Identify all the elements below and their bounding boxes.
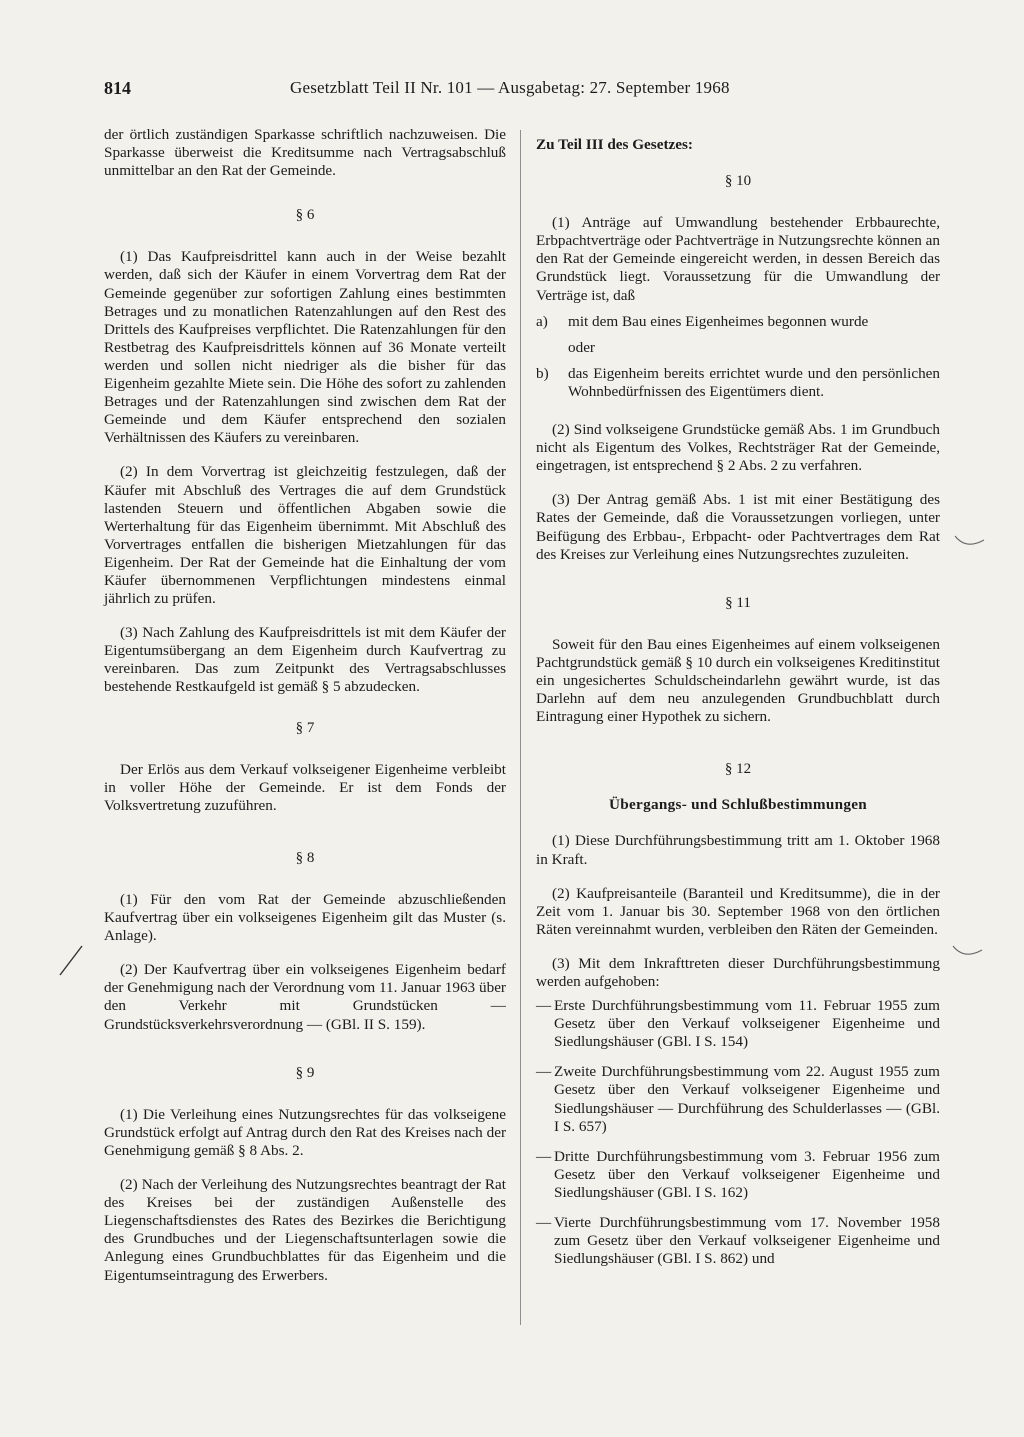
list-item-text: Erste Durchführungsbestimmung vom 11. Februar 1955 zum Gesetz über den Verkauf volkseigener Eigenheime und Siedlungshäuser (GBl. I S. 154) [554,997,940,1051]
section-8-paragraph-2: (2) Der Kaufvertrag über ein volkseigenes Eigenheim bedarf der Genehmigung nach der Verordnung vom 11. Januar 1963 über den Verkehr mit Grundstücken — Grundstücksverkehrsverordnung — (GBl. II S. 159). [104,961,506,1033]
pen-curve-mark [950,940,986,962]
pen-stroke-mark [56,944,86,978]
right-column [536,126,940,1280]
dash-marker: — [536,1063,552,1081]
condition-marker: b) [536,364,549,382]
list-item [536,1214,940,1268]
pen-curve-mark [952,530,988,552]
list-item [536,1148,940,1202]
condition-text: oder [568,338,595,356]
list-item-text: Dritte Durchführungsbestimmung vom 3. Februar 1956 zum Gesetz über den Verkauf volkseigener Eigenheime und Siedlungshäuser (GBl. I S. 162) [554,1147,940,1201]
section-6-paragraph-2: (2) In dem Vorvertrag ist gleichzeitig festzulegen, daß der Käufer mit Abschluß des Vertrages die auf dem Grundstück lastenden Steuern und öffentlichen Abgaben sowie die Werterhaltung für das Eigenheim übernimmt. Mit Abschluß des Vorvertrages entfallen die bisherigen Mietzahlungen für das Eigenheim. Der Rat der Gemeinde hat die Einhaltung der vom Käufer übernommenen Verpflichtungen mindestens einmal jährlich zu prüfen. [104,463,506,608]
section-8-heading: § 8 [295,849,315,866]
intro-paragraph: der örtlich zuständigen Sparkasse schriftlich nachzuweisen. Die Sparkasse überweist die Kreditsumme nach Vertragsabschluß unmittelbar an den Rat der Gemeinde. [104,126,506,180]
section-9-heading: § 9 [295,1064,315,1081]
condition-marker [536,339,568,357]
list-item [536,997,940,1051]
section-9-paragraph-2: (2) Nach der Verleihung des Nutzungsrechtes beantragt der Rat des Kreises bei der zuständigen Außenstelle des Liegenschaftsdienstes des Rates des Bezirkes die Berichtigung des Grundbuches und der Liegenschaftsunterlagen sowie die Anlegung eines Grundbuchblattes für das Eigenheim und die Eigentumseintragung des Erwerbers. [104,1176,506,1284]
condition-text: mit dem Bau eines Eigenheimes begonnen wurde [568,312,869,330]
condition-marker: a) [536,312,548,330]
section-6-paragraph-3: (3) Nach Zahlung des Kaufpreisdrittels ist mit dem Käufer der Eigentumsübergang an dem Eigenheim durch Kaufvertrag zu vereinbaren. Das zum Zeitpunkt des Vertragsabschlusses bestehende Restkaufgeld ist gemäß § 5 abzudecken. [104,624,506,696]
condition-item [536,339,940,357]
section-12-paragraph-2: (2) Kaufpreisanteile (Baranteil und Kreditsumme), die in der Zeit vom 1. Januar bis 30. September 1968 von den örtlichen Räten vereinnahmt wurden, verbleiben den Räten der Gemeinden. [536,884,940,938]
section-9-paragraph-1: (1) Die Verleihung eines Nutzungsrechtes für das volkseigene Grundstück erfolgt auf Antrag durch den Rat des Kreises nach der Genehmigung gemäß § 8 Abs. 2. [104,1105,506,1159]
section-11-paragraph-1: Soweit für den Bau eines Eigenheimes auf einem volkseigenen Pachtgrundstück gemäß § 10 durch ein volkseigenes Kreditinstitut ein ungesichertes Schuldscheindarlehn gewährt wurde, ist das Darlehn auf dem neu anzulegenden Grundbuchblatt durch Eintragung einer Hypothek zu sichern. [536,635,940,726]
section-11-heading: § 11 [725,594,751,611]
section-12-paragraph-1: (1) Diese Durchführungsbestimmung tritt am 1. Oktober 1968 in Kraft. [536,832,940,868]
list-item-text: Vierte Durchführungsbestimmung vom 17. November 1958 zum Gesetz über den Verkauf volkseigener Eigenheime und Siedlungshäuser (GBl. I S. 862) und [554,1214,940,1268]
part-3-heading: Zu Teil III des Gesetzes: [536,136,693,153]
section-10-paragraph-2: (2) Sind volkseigene Grundstücke gemäß Abs. 1 im Grundbuch nicht als Eigentum des Volkes, Rechtsträger Rat der Gemeinde, eingetragen, ist entsprechend § 2 Abs. 2 zu verfahren. [536,421,940,475]
section-12-heading: § 12 [724,761,752,778]
section-10-heading: § 10 [724,173,752,190]
left-column [104,126,506,1285]
column-divider [520,130,521,1325]
condition-item [536,313,940,331]
page-number: 814 [104,78,131,98]
dash-marker: — [536,997,552,1015]
section-6-paragraph-1: (1) Das Kaufpreisdrittel kann auch in der Weise bezahlt werden, daß sich der Käufer in einem Vorvertrag dem Rat der Gemeinde gegenüber zur sofortigen Zahlung eines bestimmten Betrages und zu monatlichen Ratenzahlungen auf den Rest des Drittels des Kaufpreises verpflichtet. Die Ratenzahlungen für den Restbetrag des Kaufpreisdrittels können auf 36 Monate verteilt werden und sollen nicht niedriger als die bisher für das Eigenheim gezahlte Miete sein. Die Höhe des sofort zu zahlenden Betrages und der Ratenzahlungen sind zwischen dem Rat der Gemeinde und dem Käufer entsprechend den sozialen Verhältnissen des Käufers zu vereinbaren. [104,248,506,447]
section-7-paragraph-1: Der Erlös aus dem Verkauf volkseigener Eigenheime verbleibt in voller Höhe der Gemeinde. Er ist dem Fonds der Volksvertretung zuzuführen. [104,760,506,814]
dash-marker: — [536,1147,552,1165]
section-10-paragraph-3: (3) Der Antrag gemäß Abs. 1 ist mit einer Bestätigung des Rates der Gemeinde, daß die Voraussetzungen vorliegen, unter Beifügung des Erbbau-, Erbpacht- oder Pachtvertrages dem Rat des Kreises zur Verleihung eines Nutzungsrechtes zuzuleiten. [536,491,940,563]
repealed-regulations-list [536,997,940,1268]
section-8-paragraph-1: (1) Für den vom Rat der Gemeinde abzuschließenden Kaufvertrag über ein volkseigenes Eigenheim gilt das Muster (s. Anlage). [104,891,506,945]
dash-marker: — [536,1214,552,1232]
section-12-subheading: Übergangs- und Schlußbestimmungen [608,796,868,814]
section-12-paragraph-3: (3) Mit dem Inkrafttreten dieser Durchführungsbestimmung werden aufgehoben: [536,954,940,990]
section-7-heading: § 7 [295,719,315,736]
condition-text: das Eigenheim bereits errichtet wurde und den persönlichen Wohnbedürfnissen des Eigentümers dient. [568,364,940,400]
page-header [104,78,940,104]
list-item [536,1063,940,1135]
section-10-conditions [536,313,940,401]
list-item-text: Zweite Durchführungsbestimmung vom 22. August 1955 zum Gesetz über den Verkauf volkseigener Eigenheime und Siedlungshäuser — Durchführung des Schulderlasses — (GBl. I S. 657) [554,1063,940,1135]
section-6-heading: § 6 [295,207,315,224]
condition-item [536,365,940,401]
running-head: Gesetzblatt Teil II Nr. 101 — Ausgabetag: 27. September 1968 [290,78,730,97]
section-10-paragraph-1: (1) Anträge auf Umwandlung bestehender Erbbaurechte, Erbpachtverträge oder Pachtverträge in Nutzungsrechte können an den Rat der Gemeinde eingereicht werden, in dessen Bereich das Grundstück liegt. Voraussetzung für die Umwandlung der Verträge ist, daß [536,214,940,304]
